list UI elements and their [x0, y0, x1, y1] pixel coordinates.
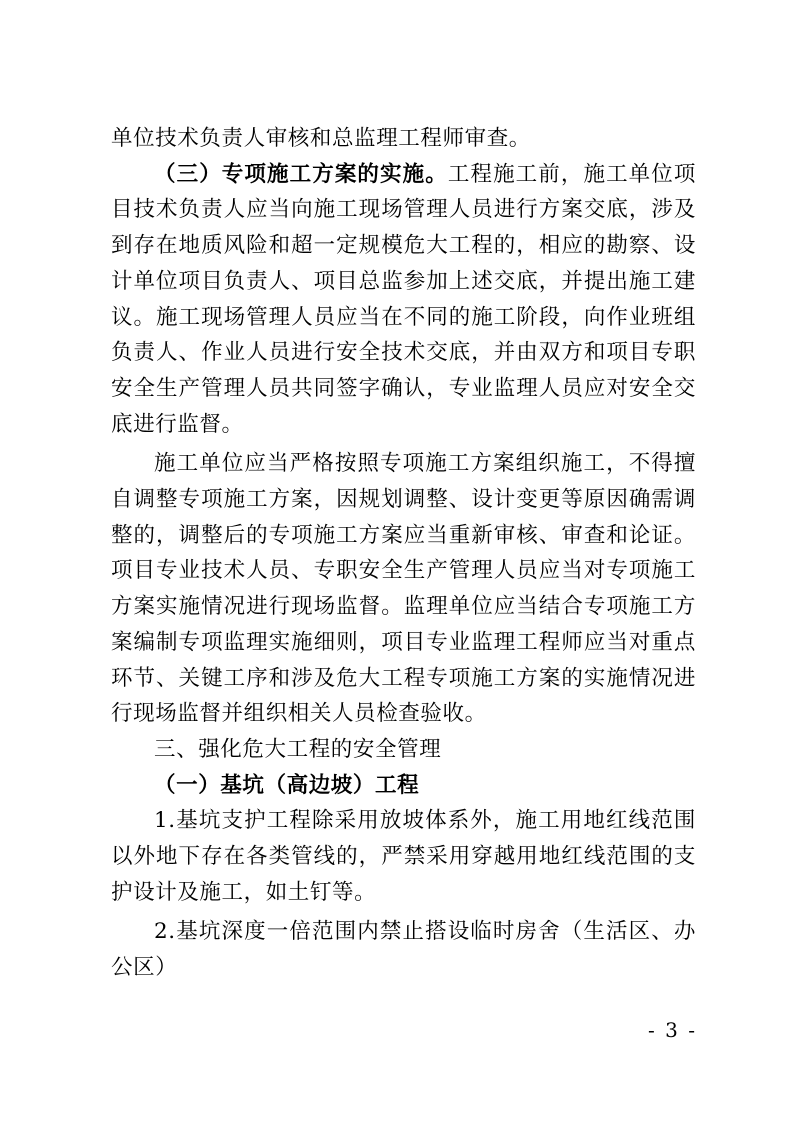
paragraph-construction-unit: 施工单位应当严格按照专项施工方案组织施工，不得擅自调整专项施工方案，因规划调整、设计变更等原因确需调整的，调整后的专项施工方案应当重新审核、审查和论证。项目专业技术人员、专职安全生产管理人员应当对专项施工方案实施情况进行现场监督。监理单位应当结合专项施工方案编制专项监理实施细则，项目专业监理工程师应当对重点环节、关键工序和涉及危大工程专项施工方案的实施情况进行现场监督并组织相关人员检查验收。: [111, 451, 696, 727]
paragraph-plan-implementation-text: 工程施工前，施工单位项目技术负责人应当向施工现场管理人员进行方案交底，涉及到存在地质风险和超一定规模危大工程的，相应的勘察、设计单位项目负责人、项目总监参加上述交底，并提出施工建议。施工现场管理人员应当在不同的施工阶段，向作业班组负责人、作业人员进行安全技术交底，并由双方和项目专职安全生产管理人员共同签字确认，专业监理人员应对安全交底进行监督。: [111, 161, 696, 437]
page-number: - 3 -: [648, 1018, 697, 1042]
list-item-2: 2.基坑深度一倍范围内禁止搭设临时房舍（生活区、办公区）: [111, 919, 696, 981]
paragraph-plan-implementation: [111, 157, 696, 443]
subsection-heading-foundation-pit: （一）基坑（高边坡）工程: [154, 772, 420, 798]
paragraph-continuation: 单位技术负责人审核和总监理工程师审查。: [111, 126, 531, 151]
document-body: [111, 121, 696, 986]
section-heading-three: 三、强化危大工程的安全管理: [154, 736, 442, 762]
list-item-1: 1.基坑支护工程除采用放坡体系外，施工用地红线范围以外地下存在各类管线的，严禁采用穿越用地红线范围的支护设计及施工，如土钉等。: [111, 808, 696, 905]
section-title-plan-implementation: （三）专项施工方案的实施。: [154, 161, 448, 187]
